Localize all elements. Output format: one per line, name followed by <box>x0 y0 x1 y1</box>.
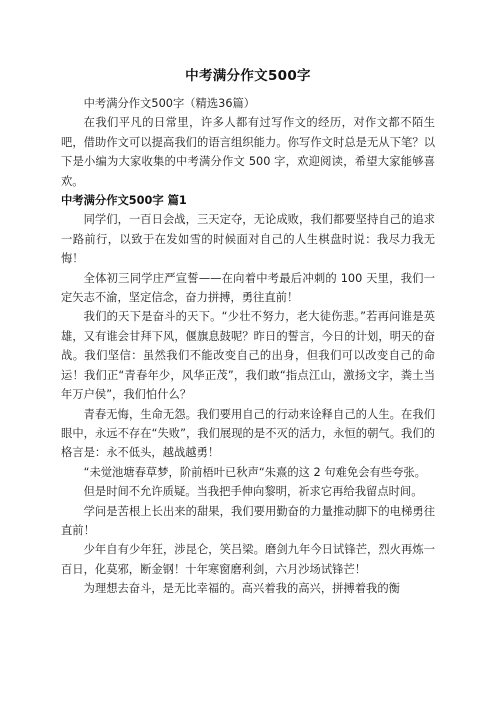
paragraph: 同学们，一百日会战，三天定夺，无论成败，我们都要坚持自己的追求一路前行，以致于在发如雪的时候面对自己的人生棋盘时说：我尽力我无悔！ <box>61 213 435 266</box>
document-title: 中考满分作文500字 <box>185 68 311 84</box>
paragraph: 少年自有少年狂，涉昆仑，笑吕梁。磨剑九年今日试锋芒，烈火再炼一百日，化莫邪，断金钢！十年寒窗磨利剑，六月沙场试锋芒！ <box>61 543 435 576</box>
paragraph-subtitle: 中考满分作文500字（精选36篇） <box>83 97 256 110</box>
paragraph: 但是时间不允许质疑。当我把手伸向黎明，祈求它再给我留点时间。 <box>83 485 423 499</box>
paragraph: 我们的天下是奋斗的天下。“少壮不努力，老大徒伤悲。”若再问谁是英雄，又有谁会甘拜下风，偃旗息鼓呢？昨日的誓言，今日的计划，明天的奋战。我们坚信：虽然我们不能改变自己的出身，但我们可以改变自己的命运！我们正“青春年少，风华正茂”，我们敢“指点江山，激扬文字，粪土当年万户侯”，我们怕什么？ <box>61 310 435 402</box>
document-body <box>61 94 435 599</box>
section-heading: 中考满分作文500字 篇1 <box>61 194 187 208</box>
paragraph: “未觉池塘春草梦，阶前梧叶已秋声“朱熹的这 2 句难免会有些夸张。 <box>83 465 426 479</box>
paragraph: 全体初三同学庄严宣誓——在向着中考最后冲刺的 100 天里，我们一定矢志不渝，坚定信念，奋力拼搏，勇往直前！ <box>61 271 435 305</box>
paragraph-intro: 在我们平凡的日常里，许多人都有过写作文的经历，对作文都不陌生吧，借助作文可以提高我们的语言组织能力。你写作文时总是无从下笔？以下是小编为大家收集的中考满分作文 500 字，欢迎阅读，希望大家能够喜欢。 <box>61 116 435 188</box>
paragraph: 学问是苦根上长出来的甜果，我们要用勤奋的力量推动脚下的电梯勇往直前！ <box>61 504 435 537</box>
paragraph: 为理想去奋斗，是无比幸福的。高兴着我的高兴，拼搏着我的衡 <box>83 582 400 596</box>
paragraph: 青春无悔，生命无怨。我们要用自己的行动来诠释自己的人生。在我们眼中，永远不存在“失败”，我们展现的是不灭的活力，永恒的朝气。我们的格言是：永不低头，越战越勇！ <box>61 407 435 460</box>
